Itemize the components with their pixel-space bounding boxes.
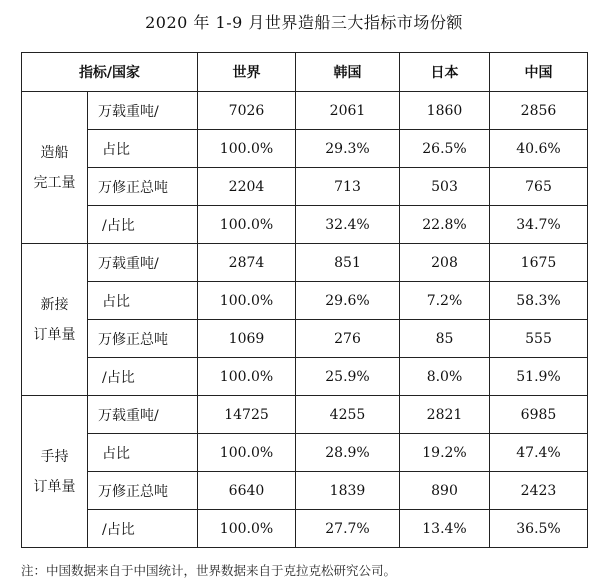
header-corner: 指标/国家 (22, 53, 198, 92)
value-cell: 100.0% (198, 510, 296, 548)
value-cell: 1860 (400, 92, 490, 130)
table-row (22, 434, 588, 472)
table-row (22, 320, 588, 358)
value-cell: 13.4% (400, 510, 490, 548)
metric-label: /占比 (88, 206, 198, 244)
value-cell: 58.3% (490, 282, 588, 320)
value-cell: 29.3% (296, 130, 400, 168)
table-body (22, 92, 588, 548)
value-cell: 51.9% (490, 358, 588, 396)
value-cell: 28.9% (296, 434, 400, 472)
value-cell: 4255 (296, 396, 400, 434)
value-cell: 14725 (198, 396, 296, 434)
value-cell: 2821 (400, 396, 490, 434)
table-row (22, 130, 588, 168)
value-cell: 765 (490, 168, 588, 206)
value-cell: 2423 (490, 472, 588, 510)
header-japan: 日本 (400, 53, 490, 92)
value-cell: 100.0% (198, 130, 296, 168)
value-cell: 276 (296, 320, 400, 358)
table-row (22, 168, 588, 206)
value-cell: 25.9% (296, 358, 400, 396)
group-label (22, 92, 88, 244)
table-row (22, 396, 588, 434)
header-korea: 韩国 (296, 53, 400, 92)
value-cell: 29.6% (296, 282, 400, 320)
metric-label: /占比 (88, 510, 198, 548)
metric-label: 万修正总吨 (88, 472, 198, 510)
value-cell: 2061 (296, 92, 400, 130)
value-cell: 36.5% (490, 510, 588, 548)
table-row (22, 244, 588, 282)
table-title: 2020 年 1-9 月世界造船三大指标市场份额 (145, 13, 463, 32)
value-cell: 40.6% (490, 130, 588, 168)
value-cell: 8.0% (400, 358, 490, 396)
group-label-line: 订单量 (33, 478, 76, 495)
table-row (22, 92, 588, 130)
value-cell: 26.5% (400, 130, 490, 168)
metric-label: 万载重吨/ (88, 396, 198, 434)
metric-label: 占比 (88, 282, 198, 320)
value-cell: 890 (400, 472, 490, 510)
group-label-line: 完工量 (33, 174, 76, 191)
value-cell: 2874 (198, 244, 296, 282)
group-label-line: 订单量 (33, 326, 76, 343)
value-cell: 208 (400, 244, 490, 282)
value-cell: 27.7% (296, 510, 400, 548)
header-china: 中国 (490, 53, 588, 92)
header-row (22, 53, 588, 92)
group-label-line: 造船 (40, 144, 69, 161)
table-row (22, 358, 588, 396)
group-label (22, 396, 88, 548)
value-cell: 100.0% (198, 434, 296, 472)
market-share-table (21, 52, 588, 548)
value-cell: 6640 (198, 472, 296, 510)
group-label-line: 新接 (40, 296, 69, 313)
value-cell: 34.7% (490, 206, 588, 244)
value-cell: 2204 (198, 168, 296, 206)
header-world: 世界 (198, 53, 296, 92)
table-row (22, 206, 588, 244)
value-cell: 1675 (490, 244, 588, 282)
value-cell: 32.4% (296, 206, 400, 244)
value-cell: 22.8% (400, 206, 490, 244)
value-cell: 100.0% (198, 282, 296, 320)
value-cell: 100.0% (198, 358, 296, 396)
value-cell: 713 (296, 168, 400, 206)
value-cell: 100.0% (198, 206, 296, 244)
value-cell: 503 (400, 168, 490, 206)
footnote: 注：中国数据来自于中国统计，世界数据来自于克拉克松研究公司。 (21, 563, 397, 578)
value-cell: 851 (296, 244, 400, 282)
metric-label: /占比 (88, 358, 198, 396)
value-cell: 1839 (296, 472, 400, 510)
value-cell: 47.4% (490, 434, 588, 472)
metric-label: 万载重吨/ (88, 92, 198, 130)
group-label (22, 244, 88, 396)
metric-label: 占比 (88, 130, 198, 168)
value-cell: 85 (400, 320, 490, 358)
table-row (22, 472, 588, 510)
value-cell: 7.2% (400, 282, 490, 320)
metric-label: 占比 (88, 434, 198, 472)
table-row (22, 282, 588, 320)
metric-label: 万修正总吨 (88, 320, 198, 358)
table-row (22, 510, 588, 548)
value-cell: 2856 (490, 92, 588, 130)
value-cell: 19.2% (400, 434, 490, 472)
value-cell: 1069 (198, 320, 296, 358)
metric-label: 万修正总吨 (88, 168, 198, 206)
value-cell: 7026 (198, 92, 296, 130)
metric-label: 万载重吨/ (88, 244, 198, 282)
value-cell: 555 (490, 320, 588, 358)
value-cell: 6985 (490, 396, 588, 434)
group-label-line: 手持 (40, 448, 69, 465)
